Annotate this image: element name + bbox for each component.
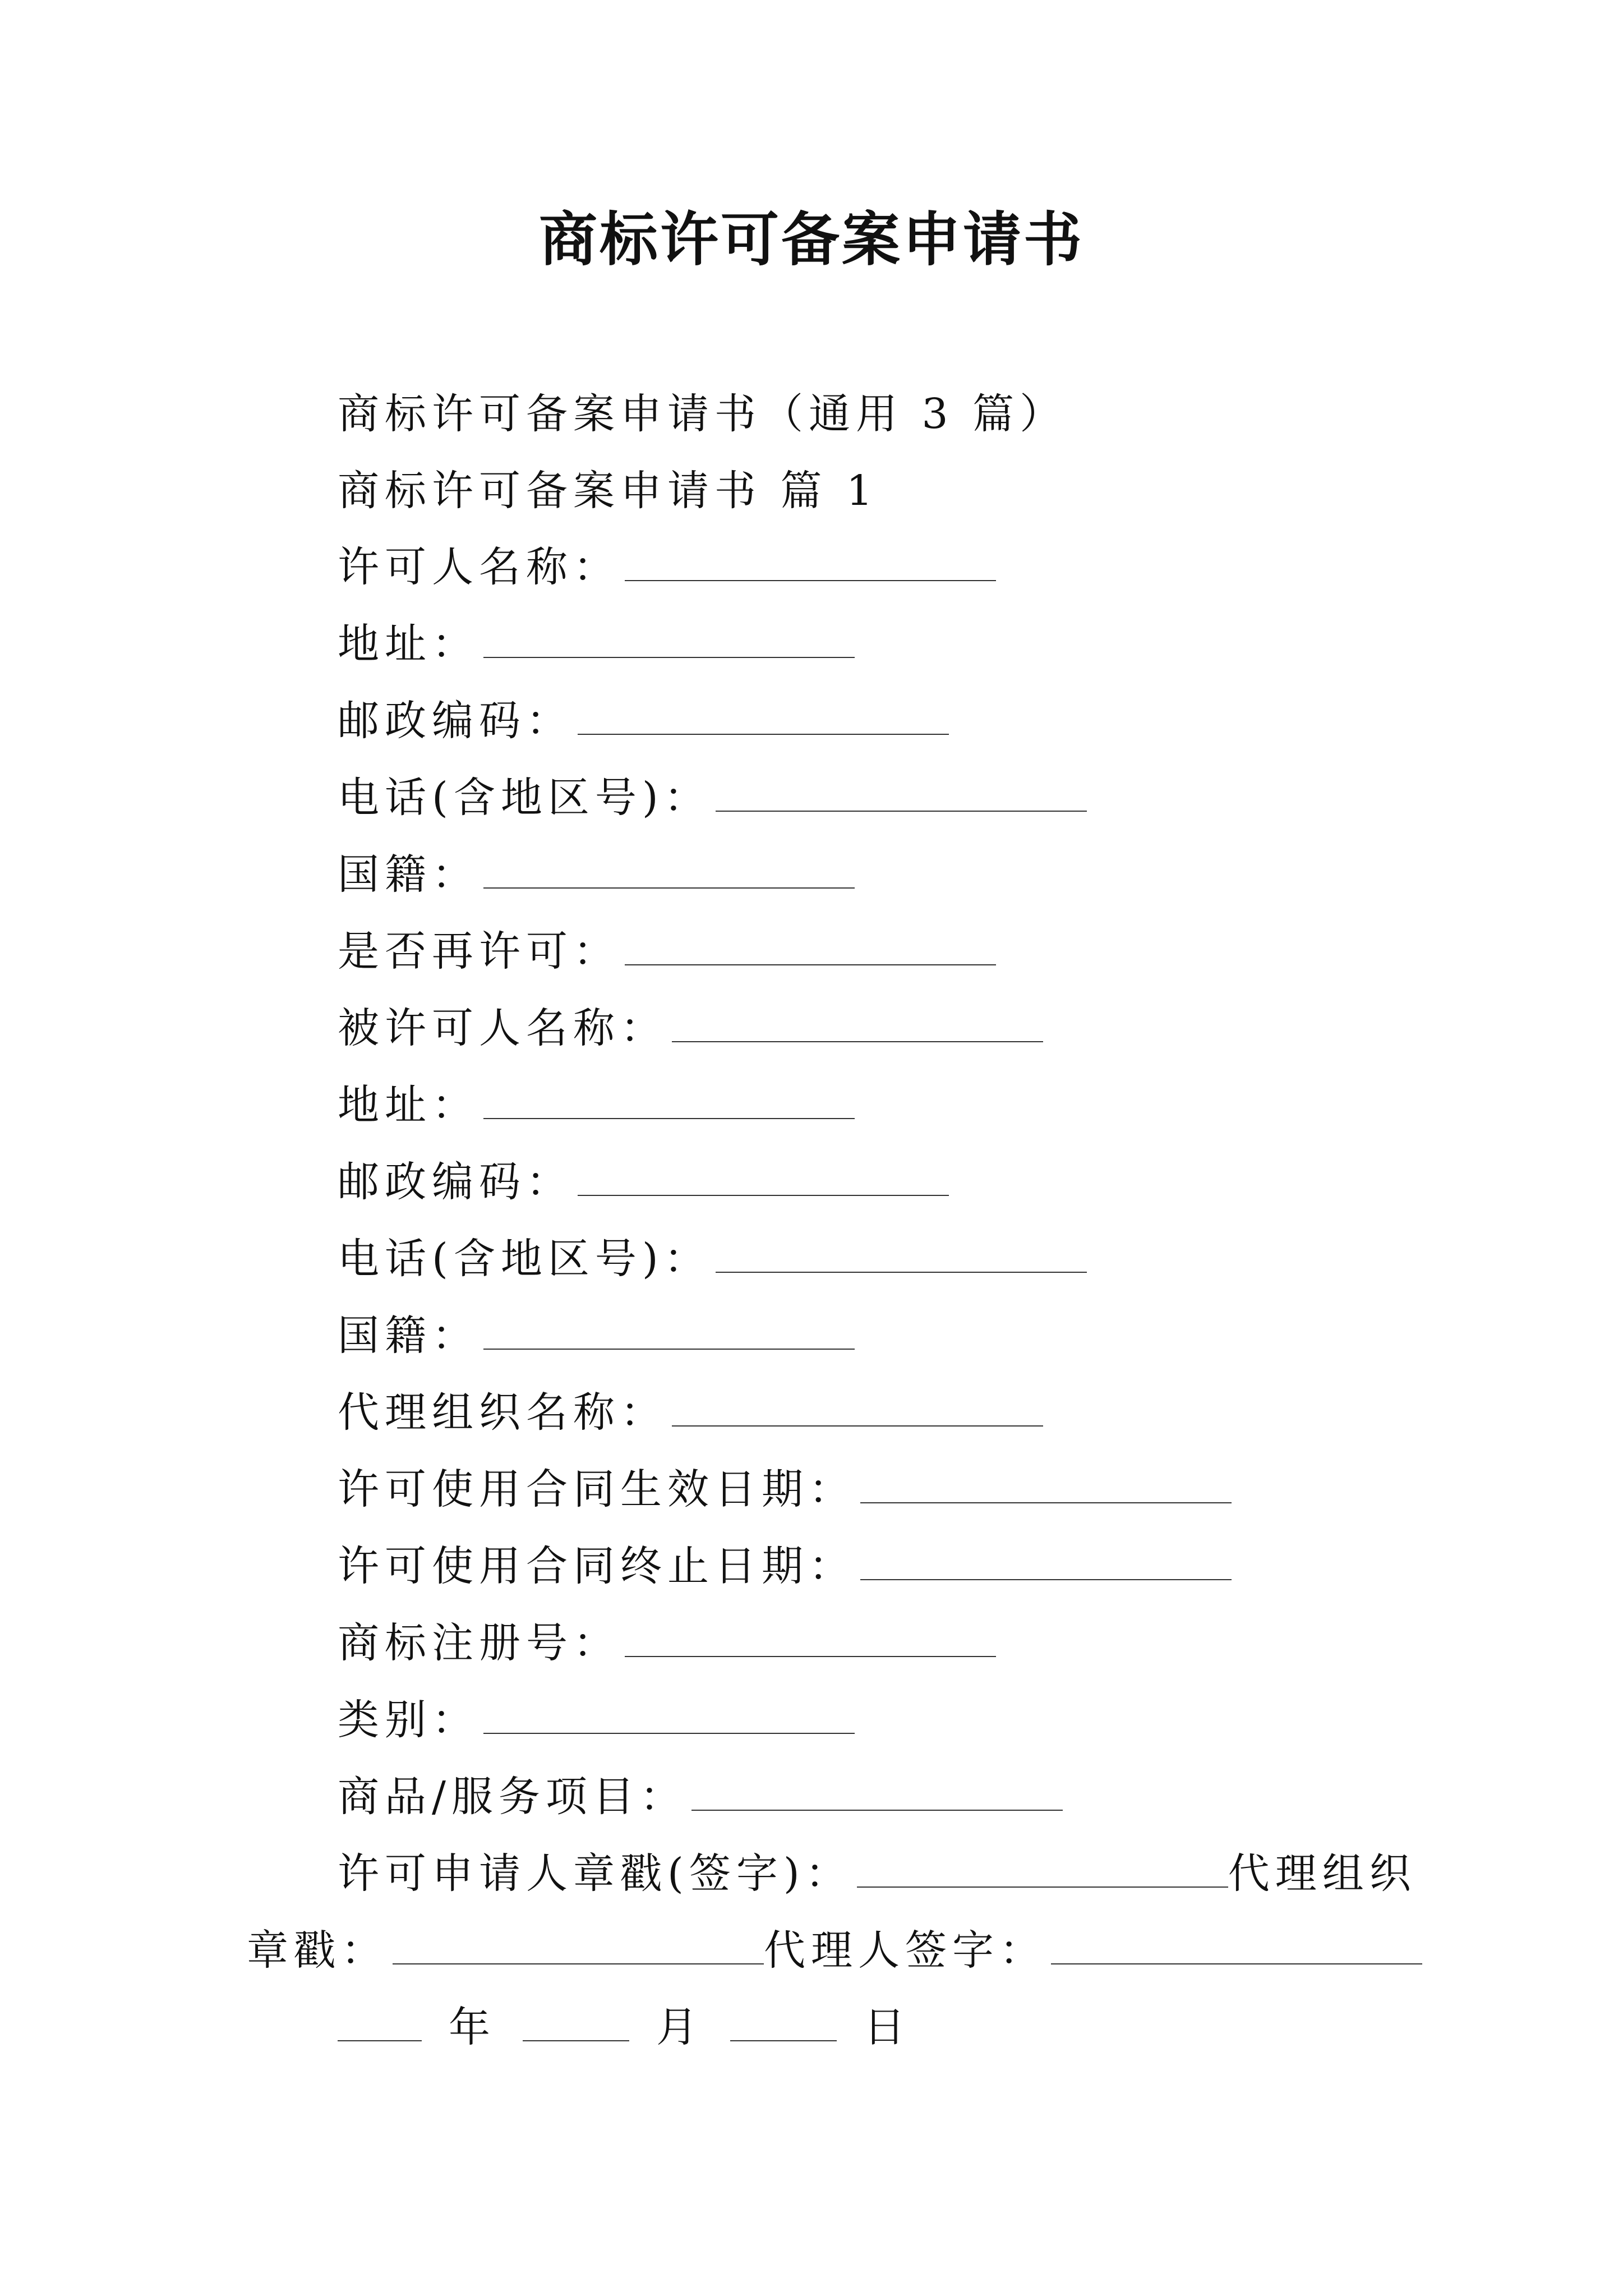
blank-line [625, 1622, 996, 1657]
field-sublicense [338, 921, 996, 982]
field-licensor-postcode [338, 690, 949, 752]
date-year-label: 年 [449, 2003, 496, 2051]
field-agency-name [338, 1382, 1043, 1443]
agent-signature-label: 代理人签字： [764, 1926, 1046, 1975]
blank-line [672, 1007, 1043, 1042]
blank-line [625, 546, 996, 581]
field-label: 许可使用合同终止日期： [338, 1542, 856, 1590]
field-label: 地址： [338, 1081, 479, 1129]
field-label: 电话(含地区号)： [338, 774, 711, 822]
blank-line [860, 1469, 1232, 1503]
signature-line-2 [247, 1920, 1422, 1981]
field-label: 邮政编码： [338, 697, 573, 745]
field-label: 国籍： [338, 1312, 479, 1360]
field-licensor-nationality [338, 844, 855, 905]
field-goods-services [338, 1766, 1063, 1828]
blank-line [338, 2007, 422, 2041]
field-label: 地址： [338, 620, 479, 668]
blank-line [578, 700, 949, 735]
blank-line [716, 1238, 1087, 1273]
field-licensor-phone [338, 767, 1087, 829]
field-label: 国籍： [338, 850, 479, 899]
blank-line [483, 1699, 855, 1734]
field-contract-start-date [338, 1458, 1232, 1520]
section-heading: 商标许可备案申请书 篇 1 [338, 467, 879, 515]
blank-line [1051, 1930, 1422, 1964]
date-day-label: 日 [864, 2003, 911, 2051]
blank-line [523, 2007, 629, 2041]
field-licensee-nationality [338, 1305, 855, 1366]
blank-line [672, 1392, 1043, 1427]
blank-line [483, 854, 855, 889]
signature-line-1 [338, 1843, 1417, 1904]
field-label: 类别： [338, 1696, 479, 1744]
field-label: 被许可人名称： [338, 1004, 667, 1052]
field-label: 电话(含地区号)： [338, 1235, 711, 1283]
agency-seal-label-part1: 代理组织 [1228, 1849, 1417, 1898]
blank-line [857, 1853, 1228, 1888]
field-label: 商标注册号： [338, 1619, 620, 1667]
date-month-label: 月 [656, 2003, 703, 2051]
agency-seal-label-part2: 章戳： [247, 1926, 388, 1975]
field-class [338, 1689, 855, 1751]
blank-line [860, 1545, 1232, 1580]
blank-line [483, 1315, 855, 1350]
field-label: 商品/服务项目： [338, 1773, 687, 1821]
field-licensee-phone [338, 1228, 1087, 1290]
field-licensee-address [338, 1074, 855, 1136]
field-contract-end-date [338, 1535, 1232, 1597]
field-licensee-postcode [338, 1151, 949, 1213]
applicant-seal-label: 许可申请人章戳(签字)： [338, 1849, 852, 1898]
field-label: 邮政编码： [338, 1158, 573, 1206]
blank-line [483, 1084, 855, 1119]
blank-line [730, 2007, 837, 2041]
field-label: 代理组织名称： [338, 1388, 667, 1437]
field-licensor-name [338, 536, 996, 598]
field-trademark-reg-no [338, 1612, 996, 1674]
blank-line [625, 931, 996, 965]
date-line [338, 1996, 938, 2058]
field-label: 许可人名称： [338, 543, 620, 591]
blank-line [691, 1776, 1063, 1811]
field-label: 是否再许可： [338, 927, 620, 976]
document-title: 商标许可备案申请书 [538, 205, 1084, 274]
field-licensee-name [338, 997, 1043, 1059]
field-licensor-address [338, 613, 855, 675]
blank-line [483, 623, 855, 658]
blank-line [578, 1161, 949, 1196]
document-subtitle: 商标许可备案申请书（通用 3 篇） [338, 390, 1067, 438]
blank-line [393, 1930, 764, 1964]
field-label: 许可使用合同生效日期： [338, 1465, 856, 1513]
blank-line [716, 777, 1087, 812]
